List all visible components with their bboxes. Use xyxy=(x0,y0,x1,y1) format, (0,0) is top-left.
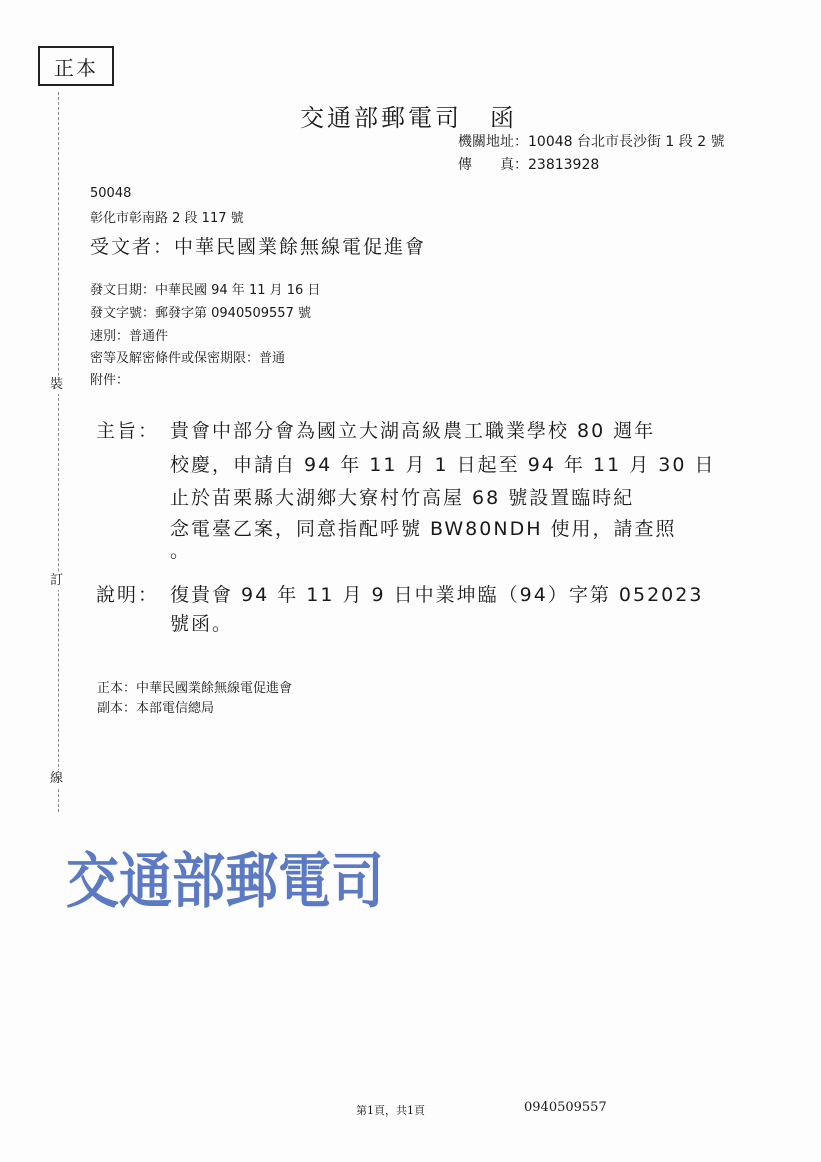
delivery-speed: 速別：普通件 xyxy=(90,329,169,344)
page-indicator: 第1頁，共1頁 xyxy=(356,1104,425,1117)
attachment: 附件： xyxy=(90,373,130,388)
recipient-address: 彰化市彰南路 2 段 117 號 xyxy=(90,211,244,226)
issue-number: 發文字號：郵發字第 0940509557 號 xyxy=(90,306,311,321)
recipient-name: 受文者：中華民國業餘無線電促進會 xyxy=(90,236,427,258)
binding-dashed-line xyxy=(58,92,59,812)
recipient-postcode: 50048 xyxy=(90,186,132,201)
footer-document-number: 0940509557 xyxy=(524,1100,607,1115)
copy-recipient: 副本：本部電信總局 xyxy=(97,701,215,716)
title-document-type: 函 xyxy=(490,104,517,132)
binding-mark-bottom: 線 xyxy=(50,771,64,786)
agency-address-value: 10048 台北市長沙街 1 段 2 號 xyxy=(528,134,725,150)
main-recipient: 正本：中華民國業餘無線電促進會 xyxy=(97,681,293,696)
subject-line: 貴會中部分會為國立大湖高級農工職業學校 80 週年 xyxy=(170,420,656,442)
agency-fax-value: 23813928 xyxy=(528,157,600,173)
title-organization: 交通部郵電司 xyxy=(300,104,462,132)
agency-seal-stamp xyxy=(62,832,392,924)
subject-line: 念電臺乙案，同意指配呼號 BW80NDH 使用，請查照 xyxy=(170,518,677,540)
binding-mark-middle: 訂 xyxy=(50,573,64,588)
security-level: 密等及解密條件或保密期限：普通 xyxy=(90,351,286,366)
original-copy-mark: 正本 xyxy=(38,46,114,86)
agency-fax-label: 傳 真： xyxy=(458,157,528,173)
explanation-line: 號函。 xyxy=(170,613,234,635)
explanation-line: 復貴會 94 年 11 月 9 日中業坤臨（94）字第 052023 xyxy=(170,584,704,606)
subject-label: 主旨： xyxy=(96,420,160,442)
subject-line: 校慶，申請自 94 年 11 月 1 日起至 94 年 11 月 30 日 xyxy=(170,454,716,476)
agency-address-label: 機關地址： xyxy=(458,134,528,150)
binding-mark-top: 裝 xyxy=(50,377,64,392)
svg-text:交通部郵電司: 交通部郵電司 xyxy=(66,847,384,917)
agency-address xyxy=(458,131,725,151)
subject-line: 。 xyxy=(170,540,192,562)
explanation-label: 說明： xyxy=(96,584,160,606)
document-title xyxy=(300,98,517,133)
agency-fax xyxy=(458,154,599,174)
subject-line: 止於苗栗縣大湖鄉大寮村竹高屋 68 號設置臨時紀 xyxy=(170,487,635,509)
issue-date: 發文日期：中華民國 94 年 11 月 16 日 xyxy=(90,283,321,298)
